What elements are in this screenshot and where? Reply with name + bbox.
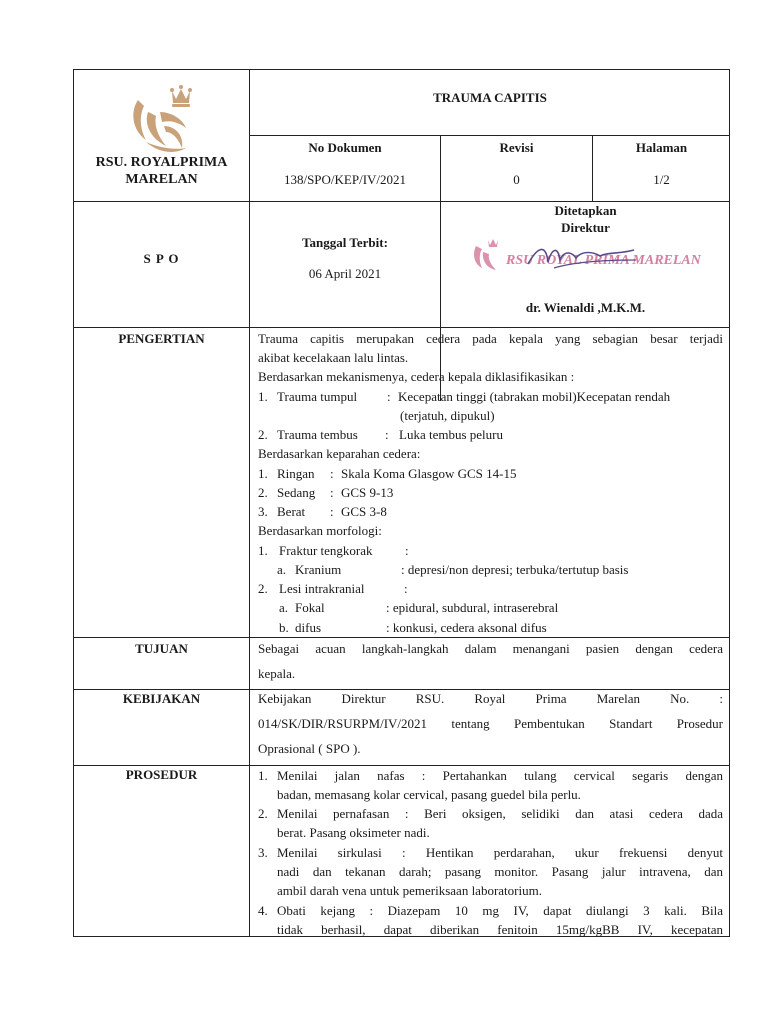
keparahan-item-label: Ringan <box>277 466 315 481</box>
morfologi-item-1a-label: Kranium <box>295 562 342 577</box>
prosedur-item-number: 2. <box>258 806 268 821</box>
morfologi-item-2-colon: : <box>404 581 408 596</box>
revisi-label: Revisi <box>499 140 534 155</box>
crown-leaf-logo-icon <box>126 82 210 156</box>
hospital-name <box>74 154 249 188</box>
keparahan-item-number: 1. <box>258 466 268 481</box>
keparahan-heading: Berdasarkan keparahan cedera: <box>258 446 421 461</box>
ditetapkan-label: Ditetapkan <box>554 203 617 218</box>
morfologi-item-2a-value: : epidural, subdural, intraserebral <box>386 600 559 615</box>
prosedur-item-line: Menilai jalan nafas : Pertahankan tulang cervical segaris dengan <box>277 768 723 783</box>
keparahan-item-label: Sedang <box>277 485 316 500</box>
direktur-label: Direktur <box>561 220 610 235</box>
morfologi-item-2b-value: : konkusi, cedera aksonal difus <box>386 620 547 635</box>
prosedur-item-line: Menilai sirkulasi : Hentikan perdarahan, ukur frekuensi denyut <box>277 845 723 860</box>
morfologi-item-1-label: Fraktur tengkorak <box>279 543 373 558</box>
mekanisme-item-1-value-cont: (terjatuh, dipukul) <box>400 408 495 423</box>
morfologi-item-1-colon: : <box>405 543 409 558</box>
morfologi-item-2-number: 2. <box>258 581 268 596</box>
mekanisme-item-1-value: Kecepatan tinggi (tabrakan mobil)Kecepatan rendah <box>398 389 671 404</box>
morfologi-item-1-number: 1. <box>258 543 268 558</box>
keparahan-item-value: GCS 3-8 <box>341 504 387 519</box>
prosedur-item-line: badan, memasang kolar cervical, pasang guedel bila perlu. <box>277 787 581 802</box>
prosedur-item-line: nadi dan tekanan darah; pasang monitor. Pasang jalur intravena, dan <box>277 864 723 879</box>
keparahan-item-number: 3. <box>258 504 268 519</box>
revisi-value: 0 <box>513 172 520 187</box>
prosedur-item-line: ambil darah vena untuk pemeriksaan laboratorium. <box>277 883 542 898</box>
tanggal-terbit-value: 06 April 2021 <box>308 266 382 281</box>
morfologi-item-2-label: Lesi intrakranial <box>279 581 365 596</box>
morfologi-heading: Berdasarkan morfologi: <box>258 523 382 538</box>
pengertian-label: PENGERTIAN <box>118 331 205 346</box>
morfologi-item-2a-letter: a. <box>279 600 289 615</box>
morfologi-item-1a-letter: a. <box>277 562 287 577</box>
morfologi-item-2b-letter: b. <box>279 620 289 635</box>
handwritten-signature-icon <box>524 238 644 278</box>
mekanisme-item-1-number: 1. <box>258 389 268 404</box>
table-divider <box>249 135 730 136</box>
director-name: dr. Wienaldi ,M.K.M. <box>525 300 646 315</box>
pengertian-intro-line2: akibat kecelakaan lalu lintas. <box>258 350 409 365</box>
signature <box>524 238 644 278</box>
morfologi-item-2a-label: Fokal <box>295 600 325 615</box>
prosedur-item-number: 4. <box>258 903 268 918</box>
morfologi-item-2b-label: difus <box>295 620 321 635</box>
prosedur-item-line: berat. Pasang oksimeter nadi. <box>277 825 430 840</box>
kebijakan-line2: 014/SK/DIR/RSURPM/IV/2021 tentang Pembentukan Standart Prosedur <box>258 716 723 731</box>
halaman-label: Halaman <box>635 140 688 155</box>
tanggal-terbit-label: Tanggal Terbit: <box>302 235 388 250</box>
prosedur-item-number: 3. <box>258 845 268 860</box>
spo-document-table <box>73 69 730 937</box>
prosedur-item-line: Obati kejang : Diazepam 10 mg IV, dapat diulangi 3 kali. Bila <box>277 903 723 918</box>
halaman-value: 1/2 <box>653 172 670 187</box>
prosedur-item-number: 1. <box>258 768 268 783</box>
document-title: TRAUMA CAPITIS <box>433 90 547 105</box>
tujuan-label: TUJUAN <box>135 641 188 656</box>
table-divider <box>74 327 730 328</box>
kebijakan-line3: Oprasional ( SPO ). <box>258 741 361 756</box>
keparahan-item-colon: : <box>330 504 334 519</box>
keparahan-item-number: 2. <box>258 485 268 500</box>
stamp-text: RSU ROYAL PRIMA MARELAN <box>506 253 701 268</box>
table-divider <box>74 637 730 638</box>
kebijakan-line1: Kebijakan Direktur RSU. Royal Prima Marelan No. : <box>258 691 723 706</box>
mekanisme-heading: Berdasarkan mekanismenya, cedera kepala diklasifikasikan : <box>258 369 575 384</box>
keparahan-item-value: GCS 9-13 <box>341 485 394 500</box>
ditetapkan-block <box>441 202 730 236</box>
keparahan-item-colon: : <box>330 466 334 481</box>
hospital-name-line2: MARELAN <box>125 172 198 187</box>
tujuan-line2: kepala. <box>258 666 296 681</box>
kebijakan-label: KEBIJAKAN <box>122 691 201 706</box>
prosedur-item-line: tidak berhasil, dapat diberikan fenitoin 15mg/kgBB IV, kecepatan <box>277 922 723 937</box>
spo-label: S P O <box>143 251 180 266</box>
mekanisme-item-2-colon: : <box>385 427 389 442</box>
hospital-logo <box>126 82 210 156</box>
no-dokumen-label: No Dokumen <box>308 140 382 155</box>
keparahan-item-colon: : <box>330 485 334 500</box>
mekanisme-item-2-value: Luka tembus peluru <box>399 427 503 442</box>
prosedur-item-line: Menilai pernafasan : Beri oksigen, selidiki dan atasi cedera dada <box>277 806 723 821</box>
prosedur-label: PROSEDUR <box>125 767 198 782</box>
tujuan-line1: Sebagai acuan langkah-langkah dalam menangani pasien dengan cedera <box>258 641 723 656</box>
pengertian-intro-line1: Trauma capitis merupakan cedera pada kepala yang sebagian besar terjadi <box>258 331 723 346</box>
mekanisme-item-1-colon: : <box>387 389 391 404</box>
morfologi-item-1a-value: : depresi/non depresi; terbuka/tertutup basis <box>401 562 629 577</box>
hospital-name-line1: RSU. ROYALPRIMA <box>95 155 228 170</box>
no-dokumen-value: 138/SPO/KEP/IV/2021 <box>283 172 407 187</box>
keparahan-item-value: Skala Koma Glasgow GCS 14-15 <box>341 466 517 481</box>
keparahan-item-label: Berat <box>277 504 306 519</box>
mekanisme-item-2-number: 2. <box>258 427 268 442</box>
mekanisme-item-2-label: Trauma tembus <box>277 427 358 442</box>
mekanisme-item-1-label: Trauma tumpul <box>277 389 358 404</box>
